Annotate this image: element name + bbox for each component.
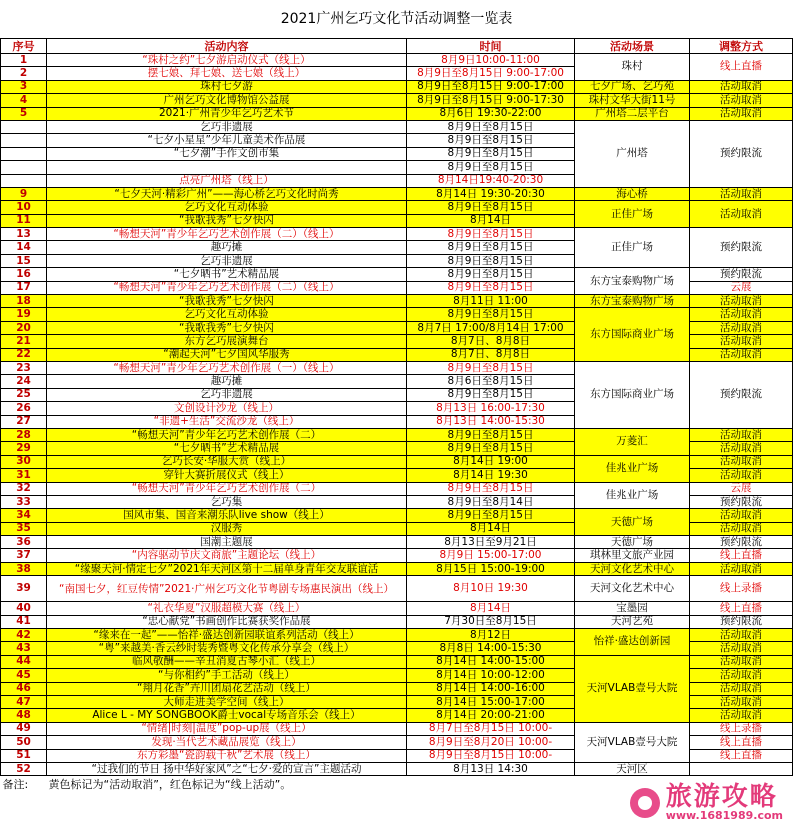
activity-content: “我歌我秀”七夕快闪 [47, 295, 407, 308]
activity-time: 8月9日至8月15日 [407, 268, 575, 281]
activity-content: 发现·当代艺术藏品展览（线上） [47, 736, 407, 749]
watermark-logo-icon [630, 788, 660, 818]
column-header: 活动场景 [575, 39, 690, 54]
activity-time: 8月14日 20:00-21:00 [407, 709, 575, 722]
row-number: 39 [1, 576, 47, 602]
header-row [1, 39, 793, 54]
activity-venue: 东方国际商业广场 [575, 308, 690, 362]
row-number: 26 [1, 402, 47, 415]
table-row [1, 228, 793, 241]
adjustment-method: 活动取消 [690, 295, 793, 308]
adjustment-method: 线上录播 [690, 576, 793, 602]
adjustment-method: 活动取消 [690, 669, 793, 682]
activity-time: 8月9日至8月15日 [407, 147, 575, 160]
activity-venue: 海心桥 [575, 187, 690, 200]
activity-time: 8月13日 14:30 [407, 762, 575, 775]
activity-time: 8月13日至9月21日 [407, 536, 575, 549]
activity-content: “内容驱动节庆文商旅”主题论坛（线上） [47, 549, 407, 562]
table-row [1, 762, 793, 775]
row-number: 43 [1, 642, 47, 655]
row-number: 2 [1, 67, 47, 80]
table-row [1, 509, 793, 522]
activity-venue: 正佳广场 [575, 228, 690, 268]
activity-time: 8月9日至8月15日 10:00- [407, 749, 575, 762]
row-number: 20 [1, 321, 47, 334]
row-number: 5 [1, 107, 47, 120]
activity-content: “畅想天河”青少年乞巧艺术创作展（二）（线上） [47, 228, 407, 241]
row-number [1, 174, 47, 187]
adjustment-method: 活动取消 [690, 442, 793, 455]
activity-venue: 广州塔二层平台 [575, 107, 690, 120]
table-row [1, 361, 793, 374]
activity-time: 7月30日至8月15日 [407, 615, 575, 628]
adjustment-method: 活动取消 [690, 187, 793, 200]
activity-content: 乞巧非遗展 [47, 120, 407, 133]
activity-content: “七夕晒书”艺术精品展 [47, 268, 407, 281]
activity-time: 8月9日至8月15日 [407, 509, 575, 522]
table-row [1, 722, 793, 735]
row-number: 17 [1, 281, 47, 294]
row-number: 30 [1, 455, 47, 468]
row-number: 48 [1, 709, 47, 722]
table-row [1, 54, 793, 67]
activity-venue: 天河VLAB壹号大院 [575, 655, 690, 722]
activity-content: 大师走进美学空间（线上） [47, 695, 407, 708]
activity-content: 点亮广州塔（线上） [47, 174, 407, 187]
column-header: 活动内容 [47, 39, 407, 54]
adjustment-method: 活动取消 [690, 201, 793, 228]
activity-content: “南国七夕，红豆传情”2021·广州乞巧文化节粤剧专场惠民演出（线上） [47, 576, 407, 602]
table-row [1, 80, 793, 93]
adjustment-method: 活动取消 [690, 80, 793, 93]
activity-venue: 琪林里文旅产业园 [575, 549, 690, 562]
row-number: 31 [1, 469, 47, 482]
activity-time: 8月9日至8月15日 [407, 201, 575, 214]
row-number: 1 [1, 54, 47, 67]
row-number: 46 [1, 682, 47, 695]
row-number: 21 [1, 335, 47, 348]
table-row [1, 655, 793, 668]
row-number: 35 [1, 522, 47, 535]
row-number: 36 [1, 536, 47, 549]
adjustment-method: 活动取消 [690, 682, 793, 695]
activity-time: 8月8日 14:00-15:30 [407, 642, 575, 655]
activity-content: 临风敬酬——辛丑消夏古琴小汇（线上） [47, 655, 407, 668]
activity-venue: 天德广场 [575, 536, 690, 549]
activity-content: 乞巧文化互动体验 [47, 201, 407, 214]
activity-content: “畅想天河”青少年乞巧艺术创作展（一）（线上） [47, 361, 407, 374]
watermark-url: www.1681989.com [665, 809, 783, 822]
activity-content: “礼衣华夏”汉服超模大赛（线上） [47, 602, 407, 615]
row-number: 23 [1, 361, 47, 374]
activity-content: “畅想天河”青少年乞巧艺术创作展（二）（线上） [47, 281, 407, 294]
table-row [1, 94, 793, 107]
row-number: 15 [1, 254, 47, 267]
adjustment-method: 线上直播 [690, 54, 793, 81]
row-number: 28 [1, 428, 47, 441]
activity-time: 8月7日、8月8日 [407, 348, 575, 361]
activity-content: “我歌我秀”七夕快闪 [47, 214, 407, 227]
activity-venue: 天河区 [575, 762, 690, 775]
adjustment-method: 活动取消 [690, 509, 793, 522]
row-number: 32 [1, 482, 47, 495]
row-number: 3 [1, 80, 47, 93]
activity-time: 8月14日19:40-20:30 [407, 174, 575, 187]
table-row [1, 562, 793, 575]
activity-venue: 天河艺苑 [575, 615, 690, 628]
activity-venue: 东方国际商业广场 [575, 361, 690, 428]
row-number: 42 [1, 629, 47, 642]
activity-venue: 佳兆业广场 [575, 455, 690, 482]
activity-content: 东方彩墨“瓷韵载千秋”艺术展（线上） [47, 749, 407, 762]
table-row [1, 536, 793, 549]
activity-time: 8月14日 10:00-12:00 [407, 669, 575, 682]
row-number: 11 [1, 214, 47, 227]
activity-time: 8月6日至8月15日 [407, 375, 575, 388]
activity-content: “七夕晒书”艺术精品展 [47, 442, 407, 455]
adjustment-method: 活动取消 [690, 562, 793, 575]
activity-time: 8月13日 14:00-15:30 [407, 415, 575, 428]
table-row [1, 120, 793, 133]
activity-venue: 宝墨园 [575, 602, 690, 615]
table-row [1, 482, 793, 495]
activity-time: 8月11日 11:00 [407, 295, 575, 308]
adjustment-method: 预约限流 [690, 361, 793, 428]
activity-time: 8月14日 19:30-20:30 [407, 187, 575, 200]
activity-venue: 广州塔 [575, 120, 690, 187]
activity-content: “潮起天河”七夕国风华服秀 [47, 348, 407, 361]
activity-venue: 怡祥·盛达创新园 [575, 629, 690, 656]
activity-time: 8月12日 [407, 629, 575, 642]
adjustment-method: 云展 [690, 281, 793, 294]
row-number: 47 [1, 695, 47, 708]
table-row [1, 201, 793, 214]
activity-venue: 佳兆业广场 [575, 482, 690, 509]
adjustment-method: 活动取消 [690, 455, 793, 468]
activity-time: 8月7日至8月15日 10:00- [407, 722, 575, 735]
row-number: 24 [1, 375, 47, 388]
activity-venue: 天德广场 [575, 509, 690, 536]
activity-time: 8月9日至8月14日 [407, 495, 575, 508]
row-number: 40 [1, 602, 47, 615]
adjustment-method: 活动取消 [690, 428, 793, 441]
activity-venue: 七夕广场、乞巧苑 [575, 80, 690, 93]
activity-content: 乞巧集 [47, 495, 407, 508]
table-row [1, 576, 793, 602]
row-number: 37 [1, 549, 47, 562]
activity-time: 8月9日至8月15日 9:00-17:30 [407, 94, 575, 107]
row-number: 4 [1, 94, 47, 107]
row-number: 9 [1, 187, 47, 200]
adjustment-method: 活动取消 [690, 469, 793, 482]
row-number: 52 [1, 762, 47, 775]
activity-time: 8月9日至8月20日 10:00- [407, 736, 575, 749]
adjustment-method: 活动取消 [690, 308, 793, 321]
activity-content: “翔月花香”卉川团扇花艺活动（线上） [47, 682, 407, 695]
activity-venue: 正佳广场 [575, 201, 690, 228]
row-number [1, 161, 47, 174]
table-row [1, 428, 793, 441]
adjustment-method: 活动取消 [690, 709, 793, 722]
activity-content: “忠心献党”书画创作比赛获奖作品展 [47, 615, 407, 628]
activity-time: 8月14日 [407, 602, 575, 615]
activity-content: “珠村之约”七夕游启动仪式（线上） [47, 54, 407, 67]
activity-time: 8月9日至8月15日 [407, 308, 575, 321]
activity-content: 趣巧摊 [47, 241, 407, 254]
row-number: 41 [1, 615, 47, 628]
row-number: 18 [1, 295, 47, 308]
activity-content: “我歌我秀”七夕快闪 [47, 321, 407, 334]
activity-time: 8月9日至8月15日 [407, 361, 575, 374]
adjustment-method: 活动取消 [690, 94, 793, 107]
adjustment-method: 活动取消 [690, 107, 793, 120]
activity-time: 8月9日 15:00-17:00 [407, 549, 575, 562]
activity-venue: 天河VLAB壹号大院 [575, 722, 690, 762]
activity-content: 乞巧长安·华服大赏（线上） [47, 455, 407, 468]
row-number: 25 [1, 388, 47, 401]
activity-time: 8月6日 19:30-22:00 [407, 107, 575, 120]
row-number: 50 [1, 736, 47, 749]
title-row [1, 0, 793, 39]
row-number [1, 120, 47, 133]
activity-content: 穿针大赛折展仪式（线上） [47, 469, 407, 482]
row-number: 10 [1, 201, 47, 214]
activity-content: 国潮主题展 [47, 536, 407, 549]
row-number: 38 [1, 562, 47, 575]
activity-content: 乞巧非遗展 [47, 254, 407, 267]
row-number: 16 [1, 268, 47, 281]
row-number: 13 [1, 228, 47, 241]
activity-time: 8月15日 15:00-19:00 [407, 562, 575, 575]
row-number [1, 147, 47, 160]
row-number: 29 [1, 442, 47, 455]
activity-content: “七夕潮”手作文创市集 [47, 147, 407, 160]
activity-content: “与你相约”手工活动（线上） [47, 669, 407, 682]
activity-content: 国风市集、国音来潮乐队live show（线上） [47, 509, 407, 522]
activity-venue: 天河文化艺术中心 [575, 576, 690, 602]
activity-time: 8月14日 19:30 [407, 469, 575, 482]
adjustment-method: 活动取消 [690, 655, 793, 668]
table-row [1, 602, 793, 615]
table-row [1, 615, 793, 628]
adjustment-method: 预约限流 [690, 536, 793, 549]
table-row [1, 629, 793, 642]
activity-time: 8月14日 14:00-15:00 [407, 655, 575, 668]
note-label: 备注: [2, 777, 29, 791]
activity-content: 珠村七夕游 [47, 80, 407, 93]
adjustment-method: 活动取消 [690, 335, 793, 348]
adjustment-method: 预约限流 [690, 615, 793, 628]
adjustment-method: 线上直播 [690, 549, 793, 562]
activity-time: 8月9日至8月15日 [407, 254, 575, 267]
watermark [626, 782, 787, 823]
activity-venue: 天河文化艺术中心 [575, 562, 690, 575]
adjustment-method: 活动取消 [690, 629, 793, 642]
row-number: 27 [1, 415, 47, 428]
adjustment-method: 活动取消 [690, 348, 793, 361]
activity-time: 8月9日至8月15日 [407, 120, 575, 133]
row-number [1, 134, 47, 147]
activity-content: 趣巧摊 [47, 375, 407, 388]
activity-content: “过我们的节日 扬中华好家风”之“七夕·爱的宣言”主题活动 [47, 762, 407, 775]
activity-time: 8月9日至8月15日 [407, 161, 575, 174]
activity-content: “情绪|时刻|温度”pop-up展（线上） [47, 722, 407, 735]
adjustment-method: 活动取消 [690, 321, 793, 334]
activity-content: Alice L - MY SONGBOOK爵士vocal专场音乐会（线上） [47, 709, 407, 722]
activity-content: “畅想天河”青少年乞巧艺术创作展（二） [47, 428, 407, 441]
activity-content: 广州乞巧文化博物馆公益展 [47, 94, 407, 107]
adjustment-method: 预约限流 [690, 228, 793, 268]
row-number: 19 [1, 308, 47, 321]
activity-content [47, 161, 407, 174]
activity-content: 乞巧非遗展 [47, 388, 407, 401]
table-row [1, 295, 793, 308]
table-row [1, 187, 793, 200]
activity-content: 文创设计沙龙（线上） [47, 402, 407, 415]
table-row [1, 455, 793, 468]
activity-time: 8月14日 19:00 [407, 455, 575, 468]
activity-time: 8月14日 14:00-16:00 [407, 682, 575, 695]
activity-time: 8月9日至8月15日 [407, 388, 575, 401]
table-row [1, 549, 793, 562]
column-header: 调整方式 [690, 39, 793, 54]
activity-time: 8月9日至8月15日 [407, 241, 575, 254]
adjustment-method: 活动取消 [690, 695, 793, 708]
activity-time: 8月9日至8月15日 [407, 428, 575, 441]
activity-time: 8月9日至8月15日 [407, 134, 575, 147]
adjustment-method: 线上直播 [690, 736, 793, 749]
activity-venue: 东方宝泰购物广场 [575, 295, 690, 308]
activity-time: 8月14日 [407, 522, 575, 535]
adjustment-method: 云展 [690, 482, 793, 495]
activity-content: “非遗+生活”交流沙龙（线上） [47, 415, 407, 428]
adjustment-method: 线上直播 [690, 602, 793, 615]
activity-time: 8月9日至8月15日 [407, 442, 575, 455]
adjustment-method: 线上录播 [690, 722, 793, 735]
row-number: 44 [1, 655, 47, 668]
activity-time: 8月14日 15:00-17:00 [407, 695, 575, 708]
column-header: 序号 [1, 39, 47, 54]
activity-venue: 珠村文华大街11号 [575, 94, 690, 107]
table-title: 2021广州乞巧文化节活动调整一览表 [1, 0, 793, 39]
adjustment-method: 预约限流 [690, 495, 793, 508]
activity-content: 乞巧文化互动体验 [47, 308, 407, 321]
activity-time: 8月9日10:00-11:00 [407, 54, 575, 67]
row-number: 14 [1, 241, 47, 254]
row-number: 34 [1, 509, 47, 522]
row-number: 51 [1, 749, 47, 762]
row-number: 33 [1, 495, 47, 508]
activity-time: 8月7日、8月8日 [407, 335, 575, 348]
adjustment-method: 线上直播 [690, 749, 793, 762]
activity-time: 8月9日至8月15日 [407, 482, 575, 495]
activity-time: 8月9日至8月15日 9:00-17:00 [407, 80, 575, 93]
note-text: 黄色标记为“活动取消”，红色标记为“线上活动”。 [48, 777, 292, 791]
activity-content: “畅想天河”青少年乞巧艺术创作展（二） [47, 482, 407, 495]
activity-content: 2021·广州青少年乞巧艺术节 [47, 107, 407, 120]
activity-venue: 珠村 [575, 54, 690, 81]
activity-time: 8月10日 19:30 [407, 576, 575, 602]
activity-content: “缘来在一起”——怡祥·盛达创新园联谊系列活动（线上） [47, 629, 407, 642]
activity-content: 摆七娘、拜七娘、送七娘（线上） [47, 67, 407, 80]
activity-time: 8月7日 17:00/8月14日 17:00 [407, 321, 575, 334]
activity-time: 8月9日至8月15日 [407, 281, 575, 294]
activity-content: 东方乞巧展演舞台 [47, 335, 407, 348]
watermark-text: 旅游攻略 [665, 782, 778, 812]
adjustment-method: 活动取消 [690, 642, 793, 655]
activity-content: “七夕小星星”少年儿童美术作品展 [47, 134, 407, 147]
table-row [1, 107, 793, 120]
activity-time: 8月9日至8月15日 9:00-17:00 [407, 67, 575, 80]
row-number: 22 [1, 348, 47, 361]
adjustment-method: 活动取消 [690, 522, 793, 535]
activity-content: 汉服秀 [47, 522, 407, 535]
activity-content: “七夕天河·精彩广州”——海心桥乞巧文化时尚秀 [47, 187, 407, 200]
activity-venue: 万菱汇 [575, 428, 690, 455]
activity-time: 8月13日 16:00-17:30 [407, 402, 575, 415]
adjustment-method [690, 762, 793, 775]
activity-content: “粤”来越美·香云纱时装秀暨粤文化传承分享会（线上） [47, 642, 407, 655]
adjustment-method: 预约限流 [690, 120, 793, 187]
activity-content: “缘聚天河·情定七夕”2021年天河区第十二届单身青年交友联谊活 [47, 562, 407, 575]
activity-time: 8月14日 [407, 214, 575, 227]
row-number: 49 [1, 722, 47, 735]
activity-venue: 东方宝泰购物广场 [575, 268, 690, 295]
row-number: 45 [1, 669, 47, 682]
activity-time: 8月9日至8月15日 [407, 228, 575, 241]
table-row [1, 308, 793, 321]
column-header: 时间 [407, 39, 575, 54]
table-row [1, 268, 793, 281]
adjustment-method: 预约限流 [690, 268, 793, 281]
